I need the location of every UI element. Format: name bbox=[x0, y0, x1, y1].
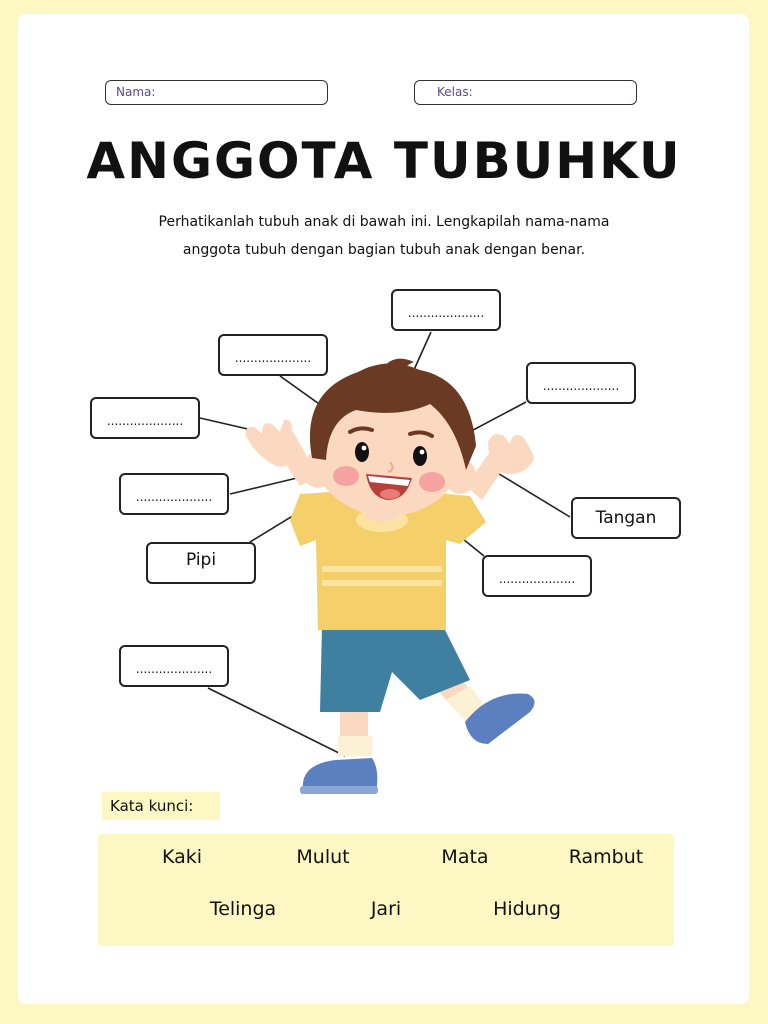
keyword-telinga: Telinga bbox=[209, 898, 277, 920]
label-box-tangan: Tangan bbox=[571, 497, 681, 539]
instruction-line-1: Perhatikanlah tubuh anak di bawah ini. Lengkapilah nama-nama bbox=[158, 214, 610, 230]
keyword-jari: Jari bbox=[370, 898, 402, 920]
keyword-mata: Mata bbox=[441, 846, 489, 868]
label-box-telinga[interactable]: .................... bbox=[526, 362, 636, 404]
label-box-kaki[interactable]: .................... bbox=[119, 645, 229, 687]
keyword-mulut: Mulut bbox=[296, 846, 350, 868]
keyword-kaki: Kaki bbox=[161, 846, 203, 868]
keyword-rambut: Rambut bbox=[568, 846, 644, 868]
label-box-jari[interactable]: .................... bbox=[90, 397, 200, 439]
instruction-line-2: anggota tubuh dengan bagian tubuh anak dengan benar. bbox=[182, 242, 586, 258]
label-box-mulut[interactable]: .................... bbox=[482, 555, 592, 597]
label-box-pipi: Pipi bbox=[146, 542, 256, 584]
label-box-mata[interactable]: .................... bbox=[218, 334, 328, 376]
keyword-hidung: Hidung bbox=[493, 898, 561, 920]
nama-label: Nama: bbox=[116, 85, 156, 99]
kelas-label: Kelas: bbox=[437, 85, 473, 99]
keywords-title: Kata kunci: bbox=[102, 792, 220, 820]
label-box-hidung[interactable]: .................... bbox=[119, 473, 229, 515]
page-title: ANGGOTA TUBUHKU bbox=[86, 132, 682, 190]
label-box-rambut[interactable]: .................... bbox=[391, 289, 501, 331]
